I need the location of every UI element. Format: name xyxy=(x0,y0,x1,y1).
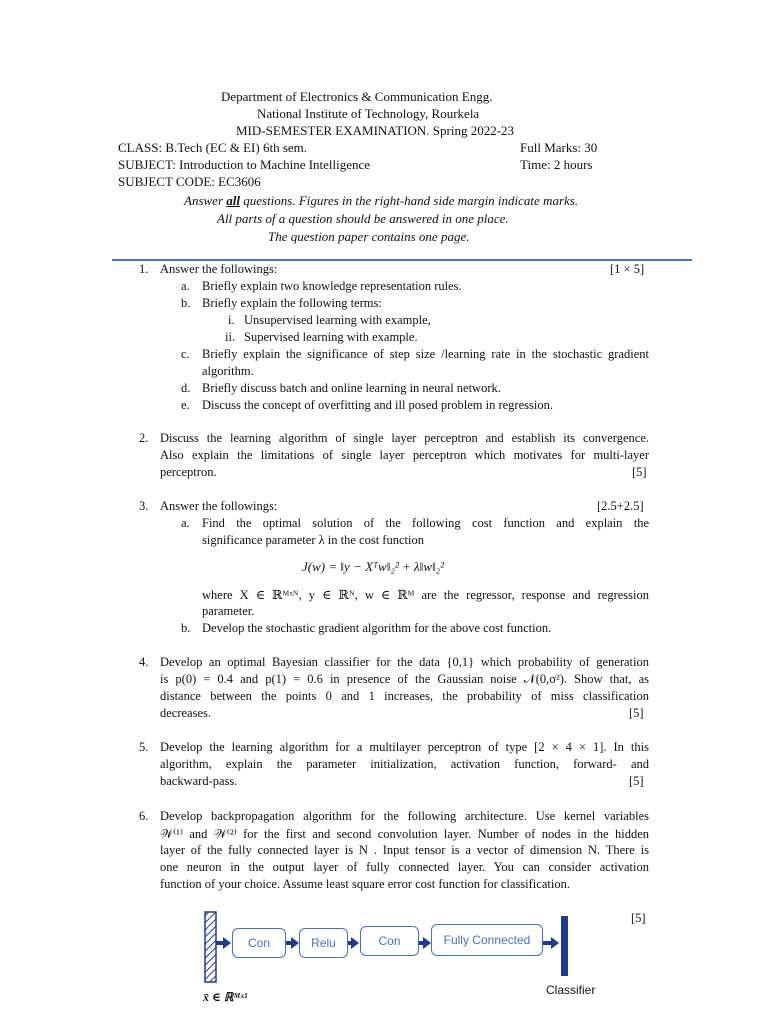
instruction-pre: Answer xyxy=(184,193,227,208)
q3a-line2: significance parameter λ in the cost function xyxy=(202,533,424,547)
q5-marks: [5] xyxy=(629,774,644,788)
q1d-text: Briefly discuss batch and online learning in neural network. xyxy=(202,381,501,395)
q6-line5: function of your choice. Assume least square error cost function for classification. xyxy=(160,877,570,891)
q3a-where-line1: where X ∈ ℝᴹˣᴺ, y ∈ ℝᴺ, w ∈ ℝᴹ are the regressor, response and regression xyxy=(202,588,649,602)
cost-function-equation: J(w) = ‖y − Xᵀw‖₂² + λ‖w‖₂² xyxy=(302,559,445,574)
q6-line4: one neuron in the output layer of fully connected layer. You can consider activation xyxy=(160,860,649,874)
q1c-label: c. xyxy=(181,347,190,361)
q1a-text: Briefly explain two knowledge representation rules. xyxy=(202,279,462,293)
q4-number: 4. xyxy=(139,655,149,669)
q4-line1: Develop an optimal Bayesian classifier for the data {0,1} which probability of generation xyxy=(160,655,649,669)
q3b-label: b. xyxy=(181,621,191,635)
q3-marks: [2.5+2.5] xyxy=(597,499,644,513)
q1d-label: d. xyxy=(181,381,191,395)
arrowhead-3 xyxy=(351,937,359,949)
q2-number: 2. xyxy=(139,431,149,445)
q2-line1: Discuss the learning algorithm of single layer perceptron and establish its convergence. xyxy=(160,431,649,445)
conv-layer-2-box: Con xyxy=(360,926,419,956)
q1a-label: a. xyxy=(181,279,190,293)
exam-title: MID-SEMESTER EXAMINATION. Spring 2022-23 xyxy=(236,123,515,138)
q4-marks: [5] xyxy=(629,706,644,720)
q3-text: Answer the followings: xyxy=(160,499,278,513)
q1b-label: b. xyxy=(181,296,191,310)
q3a-where-line2: parameter. xyxy=(202,604,255,618)
conv-layer-1-box: Con xyxy=(232,928,286,958)
input-vector-label: x̄ ∈ ℝᴹˣ¹ xyxy=(203,990,248,1004)
q4-line3: distance between the points 0 and 1 increases, the probability of miss classification xyxy=(160,689,649,703)
input-vector-bar xyxy=(205,912,216,982)
q6-line2: 𝒲⁽¹⁾ and 𝒲⁽²⁾ for the first and second convolution layer. Number of nodes in the hidden xyxy=(160,827,649,841)
relu-box: Relu xyxy=(299,928,348,958)
q3-number: 3. xyxy=(139,499,149,513)
arrowhead-2 xyxy=(291,937,299,949)
q5-line2: algorithm, explain the parameter initialization, activation function, forward- and xyxy=(160,757,649,771)
time-line: Time: 2 hours xyxy=(520,157,593,172)
fully-connected-box: Fully Connected xyxy=(431,924,543,956)
header-divider xyxy=(112,259,692,261)
q1e-text: Discuss the concept of overfitting and ill posed problem in regression. xyxy=(202,398,553,412)
full-marks: Full Marks: 30 xyxy=(520,140,598,155)
q1bii-text: Supervised learning with example. xyxy=(244,330,418,344)
q1c-text-line1: Briefly explain the significance of step size /learning rate in the stochastic gradient xyxy=(202,347,649,361)
q1e-label: e. xyxy=(181,398,190,412)
department-line: Department of Electronics & Communication Engg. xyxy=(221,89,493,104)
q5-number: 5. xyxy=(139,740,149,754)
arrowhead-1 xyxy=(223,937,231,949)
instruction-post: questions. Figures in the right-hand side margin indicate marks. xyxy=(239,193,579,208)
q6-number: 6. xyxy=(139,809,149,823)
class-line: CLASS: B.Tech (EC & EI) 6th sem. xyxy=(118,140,308,155)
q3a-line1: Find the optimal solution of the following cost function and explain the xyxy=(202,516,649,530)
q2-line2: Also explain the limitations of single layer perceptron which motivates for multi-layer xyxy=(160,448,649,462)
q6-marks: [5] xyxy=(631,911,646,925)
arrowhead-5 xyxy=(551,937,559,949)
q1c-text-line2: algorithm. xyxy=(202,364,254,378)
instruction-line-2: All parts of a question should be answered in one place. xyxy=(217,211,509,226)
institute-line: National Institute of Technology, Rourkela xyxy=(257,106,480,121)
q4-line2: is p(0) = 0.4 and p(1) = 0.6 in presence of the Gaussian noise 𝒩(0,σ²). Show that, as xyxy=(160,672,649,686)
arrowhead-4 xyxy=(423,937,431,949)
q1b-text: Briefly explain the following terms: xyxy=(202,296,382,310)
q3a-label: a. xyxy=(181,516,190,530)
classifier-output-bar xyxy=(561,916,568,976)
q2-line3: perceptron. xyxy=(160,465,217,479)
instruction-all: all xyxy=(226,193,240,208)
classifier-label: Classifier xyxy=(546,983,596,997)
q5-line3: backward-pass. xyxy=(160,774,238,788)
q1bi-text: Unsupervised learning with example, xyxy=(244,313,431,327)
q2-marks: [5] xyxy=(632,465,647,479)
q1-number: 1. xyxy=(139,262,149,276)
q1bi-label: i. xyxy=(228,313,235,327)
subject-line: SUBJECT: Introduction to Machine Intelligence xyxy=(118,157,371,172)
instruction-line-3: The question paper contains one page. xyxy=(268,229,470,244)
q6-line3: layer of the fully connected layer is N . Input tensor is a vector of dimension N. There is xyxy=(160,843,649,857)
q3b-text: Develop the stochastic gradient algorithm for the above cost function. xyxy=(202,621,552,635)
q1bii-label: ii. xyxy=(225,330,236,344)
subject-code: SUBJECT CODE: EC3606 xyxy=(118,174,261,189)
q6-line1: Develop backpropagation algorithm for the following architecture. Use kernel variables xyxy=(160,809,649,823)
instruction-line-1 xyxy=(184,193,578,209)
q4-line4: decreases. xyxy=(160,706,212,720)
q1-marks: [1 × 5] xyxy=(610,262,645,276)
q5-line1: Develop the learning algorithm for a multilayer perceptron of type [2 × 4 × 1]. In this xyxy=(160,740,649,754)
q1-text: Answer the followings: xyxy=(160,262,278,276)
